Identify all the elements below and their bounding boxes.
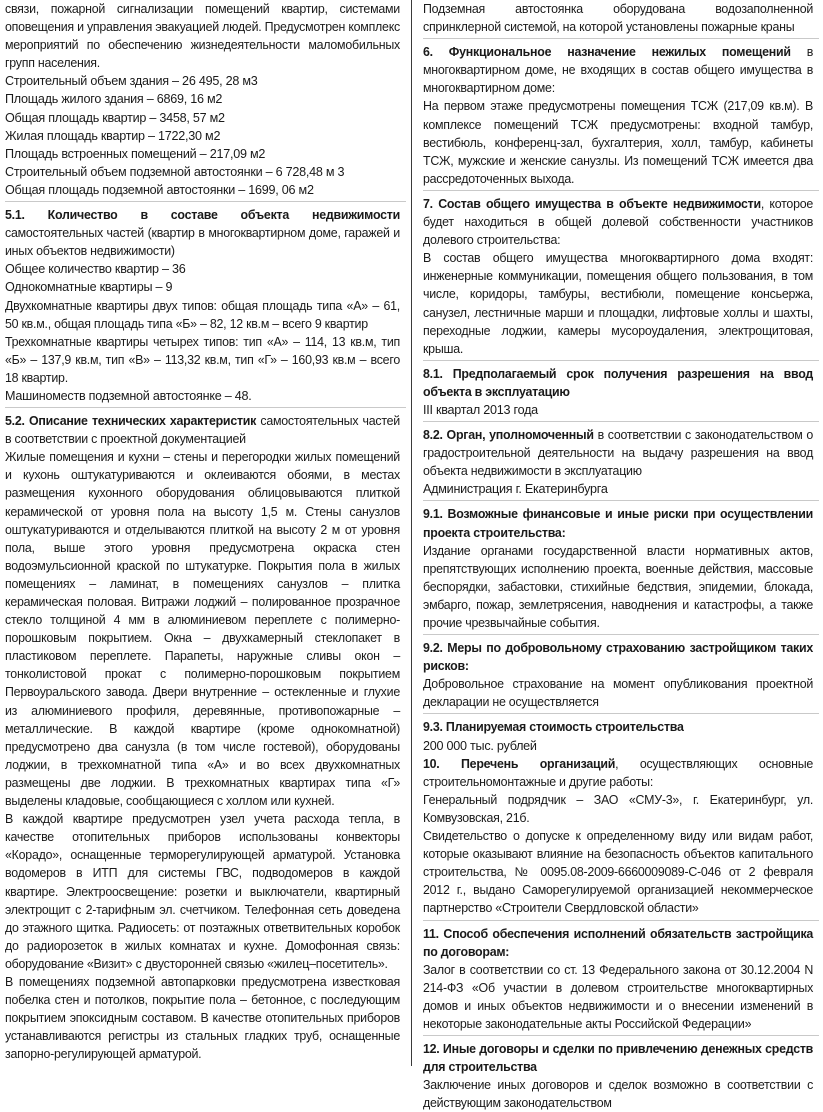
intro-paragraph: связи, пожарной сигнализации помещений квартир, системами оповещения и управления эвакуацией людей. Предусмотрен комплекс мероприятий по обеспечению жизнедеятельности маломобильных групп населения. bbox=[5, 2, 400, 71]
stat-line: Жилая площадь квартир – 1722,30 м2 bbox=[5, 128, 221, 143]
parking-sprinkler-paragraph: Подземная автостоянка оборудована водозаполненной спринклерной системой, на которой установлены пожарные краны bbox=[423, 2, 814, 35]
section-10-contractor: Генеральный подрядчик – ЗАО «СМУ-3», г. Екатеринбург, ул. Комвузовская, 21б. bbox=[423, 792, 814, 825]
section-5-2-paragraph: Жилые помещения и кухни – стены и перегородки жилых помещений и кухонь оштукатуриваются и оклеиваются обоями, в местах размещения кухонного оборудования облицовываются плиткой керамической от уровня пола на высоту 1,5 м. Стены санузлов оштукатуриваются и отделываются плиткой на высоту 2 м от уровня пола, выше этого уровня предусмотрена окраска стен водоэмульсионной краской по штукатурке. Покрытия пола в жилых помещениях – ламинат, в помещениях санузлов – плитка керамическая половая. Витражи лоджий – полированное прозрачное стекло толщиной 4 мм в алюминиевом переплете с полимерно-порошковым покрытием. Окна – двухкамерный стеклопакет в пластиковом переплете. Парапеты, наружные сливы окон – тонколистовой прокат с полимерно-порошковым покрытием Первоуральского завода. Двери внутренние – остекленные и глухие из алюминиевого профиля, деревянные, противопожарные – металлические. В каждой квартире (кроме однокомнатной) предусмотрено два санузла (в том числе гостевой), оборудованы лоджии, в трехкомнатной типа «А» и во всех двухкомнатных размещены две лоджии. В трехкомнатных квартирах типа «Г» выделены кладовые, сообщающиеся с холлом или кухней. bbox=[5, 450, 400, 809]
section-8-1-body: III квартал 2013 года bbox=[423, 402, 538, 417]
stat-line: Общая площадь квартир – 3458, 57 м2 bbox=[5, 110, 225, 125]
apartments-three-room: Трехкомнатные квартиры четырех типов: тип «А» – 114, 13 кв.м, тип «Б» – 137,9 кв.м, тип «В» – 113,32 кв.м, тип «Г» – 160,93 кв.м – всего 18 квартир. bbox=[5, 334, 400, 385]
section-divider bbox=[423, 713, 819, 714]
section-5-2-heading-rest: самостоятельных частей в соответствии с проектной документацией bbox=[5, 414, 400, 447]
section-divider bbox=[423, 421, 819, 422]
section-5-1-heading-rest: самостоятельных частей (квартир в многоквартирном доме, гаражей и иных объектов недвижимости) bbox=[5, 226, 400, 259]
section-8-2-heading-rest: в соответствии с законодательством о градостроительной деятельности на выдачу разрешения на ввод объекта недвижимости в эксплуатацию bbox=[423, 428, 814, 479]
stat-line: Строительный объем подземной автостоянки – 6 728,48 м 3 bbox=[5, 164, 345, 179]
apartments-two-room: Двухкомнатные квартиры двух типов: общая площадь типа «А» – 61, 50 кв.м., общая площадь типа «Б» – 82, 12 кв.м – всего 9 квартир bbox=[5, 298, 400, 331]
section-11-body: Залог в соответствии со ст. 13 Федерального закона от 30.12.2004 N 214-ФЗ «Об участии в долевом строительстве многоквартирных домов и иных объектов недвижимости и о внесении изменений в некоторые законодательные акты Российской Федерации» bbox=[423, 962, 814, 1031]
building-stats bbox=[5, 72, 406, 199]
stat-line: Строительный объем здания – 26 495, 28 м3 bbox=[5, 74, 258, 89]
left-column bbox=[0, 0, 411, 1066]
section-8-2 bbox=[423, 426, 813, 480]
section-12-body: Заключение иных договоров и сделок возможно в соответствии с действующим законодательством bbox=[423, 1078, 814, 1111]
section-7-body: В состав общего имущества многоквартирного дома входят: инженерные коммуникации, помещения общего пользования, в том числе, коридоры, тамбуры, вестибюли, помещение консьержа, санузел, лестничные марши и площадки, лифтовые холлы и шахты, переходные лоджии, камеры мусороудаления, электрощитовая, крыша. bbox=[423, 251, 814, 356]
section-5-2-heading: 5.2. Описание технических характеристик bbox=[5, 414, 257, 429]
section-8-2-heading: 8.2. Орган, уполномоченный bbox=[423, 428, 594, 443]
section-9-2-body: Добровольное страхование на момент опубликования проектной декларации не осуществляется bbox=[423, 677, 814, 710]
right-column bbox=[412, 0, 823, 1111]
section-7-heading: 7. Состав общего имущества в объекте недвижимости bbox=[423, 196, 761, 211]
section-divider bbox=[5, 201, 406, 202]
section-5-1 bbox=[5, 206, 400, 260]
section-10-heading: 10. Перечень организаций bbox=[423, 756, 616, 771]
section-12-heading: 12. Иные договоры и сделки по привлечению денежных средств для строительства bbox=[423, 1042, 814, 1075]
section-divider bbox=[423, 634, 819, 635]
section-6-body: На первом этаже предусмотрены помещения ТСЖ (217,09 кв.м). В комплексе помещений ТСЖ предусмотрены: входной тамбур, вестибюль, конференц-зал, бухгалтерия, холл, тамбур, кабинеты ТСЖ, мужские и женские санузлы. Из помещений ТСЖ имеется два рассредоточенных выхода. bbox=[423, 99, 814, 186]
section-9-1-body: Издание органами государственной власти нормативных актов, препятствующих исполнению проекта, военные действия, массовые беспорядки, забастовки, стихийные бедствия, эпидемии, блокада, эмбарго, пожар, землетрясения, наводнения и катастрофы, а также прочие чрезвычайные события. bbox=[423, 543, 814, 630]
section-9-3-body: 200 000 тыс. рублей bbox=[423, 738, 537, 753]
stat-line: Площадь жилого здания – 6869, 16 м2 bbox=[5, 92, 223, 107]
section-7-heading-rest: , которое будет находиться в общей долевой собственности участников долевого строительства: bbox=[423, 196, 814, 248]
section-6-heading: 6. Функциональное назначение нежилых помещений bbox=[423, 45, 791, 60]
section-5-1-heading: 5.1. Количество в составе объекта недвижимости bbox=[5, 208, 400, 223]
section-divider bbox=[423, 500, 819, 501]
section-11-heading: 11. Способ обеспечения исполнений обязательств застройщика по договорам: bbox=[423, 926, 814, 959]
section-5-2-paragraph: В помещениях подземной автопарковки предусмотрена известковая побелка стен и потолков, покрытие пола – бетонное, с последующим покрытием эпоксидным составом. В качестве отопительных приборов устанавливаются регистры из стальных гладких труб, оснащенные запорно-регулирующей арматурой. bbox=[5, 974, 400, 1062]
apartments-one-room: Однокомнатные квартиры – 9 bbox=[5, 280, 173, 295]
section-9-3-heading: 9.3. Планируемая стоимость строительства bbox=[423, 720, 684, 735]
section-divider bbox=[423, 38, 819, 39]
section-divider bbox=[423, 190, 819, 191]
section-5-2 bbox=[5, 412, 400, 448]
section-10-heading-rest: , осуществляющих основные строительномонтажные и другие работы: bbox=[423, 756, 814, 789]
parking-spaces: Машиноместв подземной автостоянке – 48. bbox=[5, 388, 252, 403]
section-9-1-heading: 9.1. Возможные финансовые и иные риски при осуществлении проекта строительства: bbox=[423, 507, 814, 540]
section-10-certificate: Свидетельство о допуске к определенному виду или видам работ, которые оказывают влияние на безопасность объектов капитального строительства, № 0095.08-2009-6660009089-С-046 от 2 февраля 2012 г., выдано Саморегулируемой организацией некоммерческое партнерство «Строители Свердловской области» bbox=[423, 829, 814, 916]
stat-line: Общая площадь подземной автостоянки – 1699, 06 м2 bbox=[5, 182, 314, 197]
section-5-2-paragraph: В каждой квартире предусмотрен узел учета расхода тепла, в качестве отопительных приборов использованы конвекторы «Корадо», оснащенные терморегулирующей арматурой. Установка водомеров в ИТП для системы ГВС, подводомеров в каждой квартире. Электроосвещение: розетки и выключатели, квартирный электрощит с 2-тарифным эл. счетчиком. Телефонная сеть доведена до этажного щитка. Радиосеть: от поэтажных ответвительных коробок до радиорозеток в жилых комнатах и кухне. Домофонная связь: оборудование «Визит» с двусторонней связью «жилец–посетитель». bbox=[5, 812, 400, 971]
section-8-1-heading: 8.1. Предполагаемый срок получения разрешения на ввод объекта в эксплуатацию bbox=[423, 366, 814, 399]
section-divider bbox=[423, 1035, 819, 1036]
stat-line: Площадь встроенных помещений – 217,09 м2 bbox=[5, 146, 266, 161]
section-6 bbox=[423, 43, 813, 97]
section-divider bbox=[423, 360, 819, 361]
section-7 bbox=[423, 195, 813, 249]
section-10 bbox=[423, 755, 813, 791]
section-6-heading-rest: в многоквартирном доме, не входящих в состав общего имущества в многоквартирном доме: bbox=[423, 45, 814, 96]
apartments-total: Общее количество квартир – 36 bbox=[5, 262, 186, 277]
section-9-2-heading: 9.2. Меры по добровольному страхованию застройщиком таких рисков: bbox=[423, 641, 814, 674]
section-divider bbox=[423, 920, 819, 921]
section-8-2-body: Администрация г. Екатеринбурга bbox=[423, 482, 608, 497]
section-divider bbox=[5, 407, 406, 408]
